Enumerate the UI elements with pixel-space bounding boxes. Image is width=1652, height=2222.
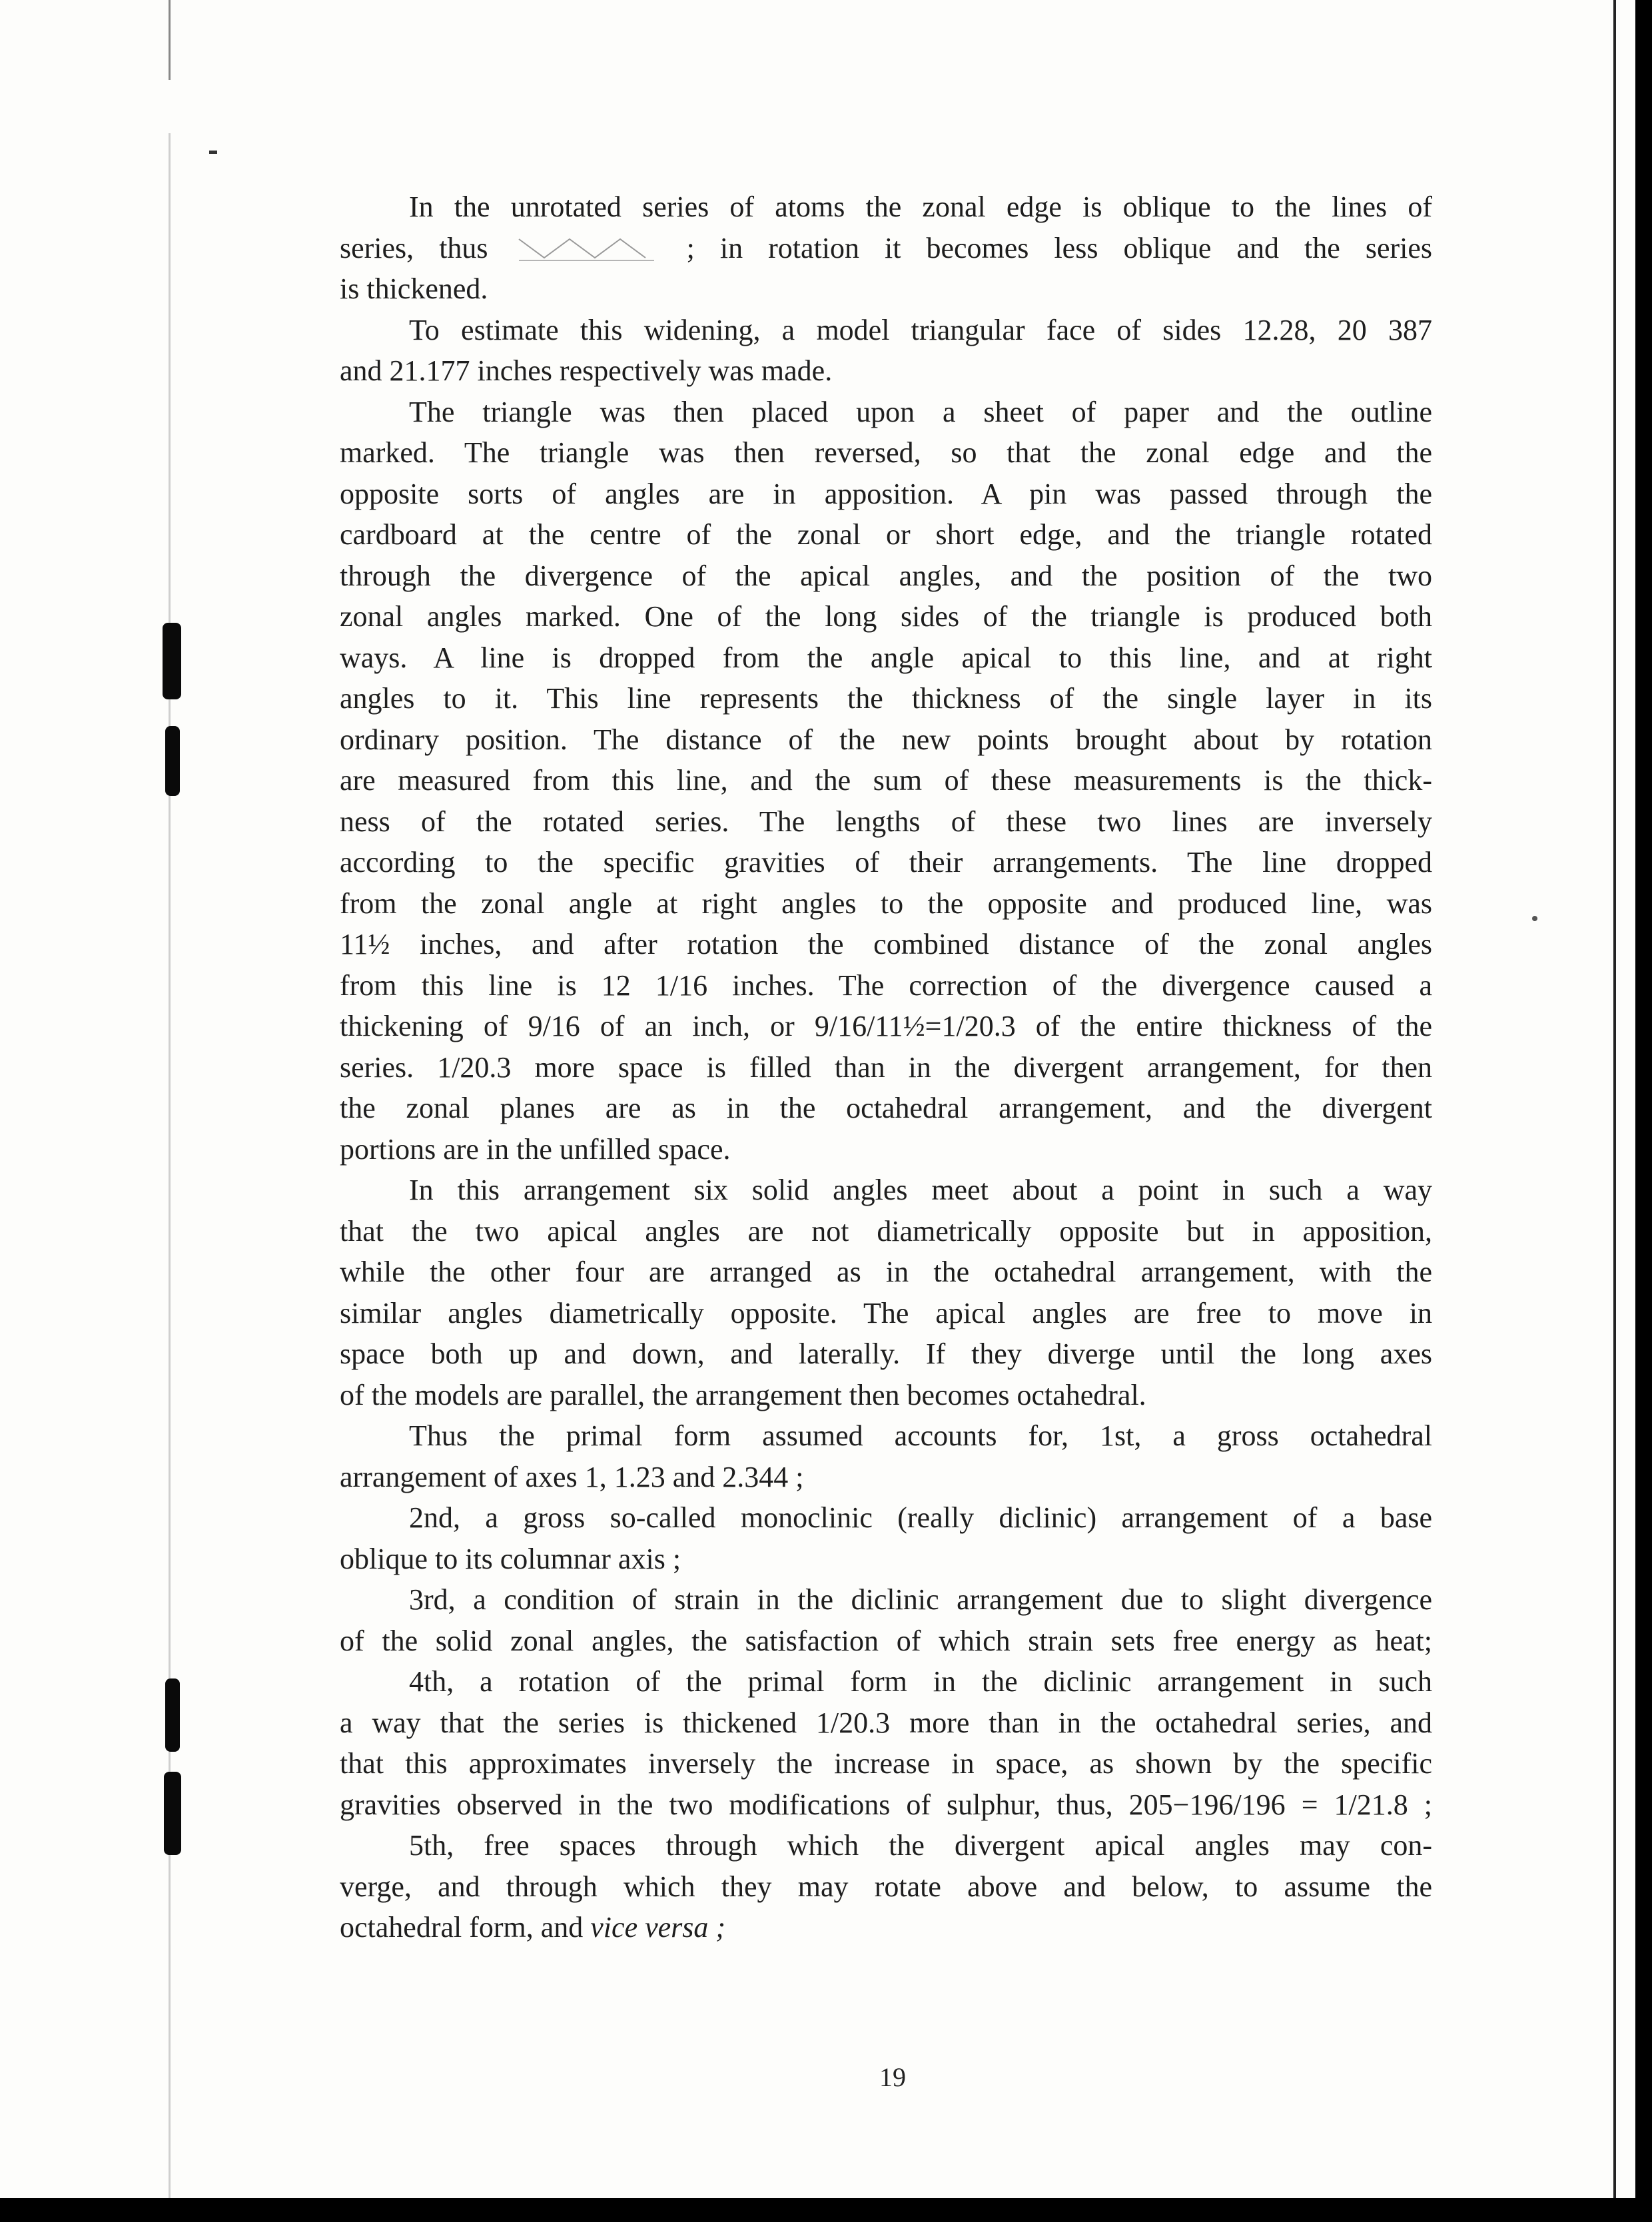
text-line: of the solid zonal angles, the satisfaction of which strain sets free energy as heat;	[340, 1624, 1432, 1657]
text-line: thickening of 9/16 of an inch, or 9/16/11½=1/20.3 of the entire thickness of the	[340, 1010, 1432, 1042]
text-line: 3rd, a condition of strain in the diclinic arrangement due to slight divergence	[409, 1583, 1432, 1616]
text-line: similar angles diametrically opposite. The apical angles are free to move in	[340, 1296, 1432, 1329]
text-line: 4th, a rotation of the primal form in the diclinic arrangement in such	[409, 1665, 1432, 1698]
paragraph	[340, 1579, 1432, 1661]
paper-speck	[1531, 915, 1538, 922]
binding-edge-line	[169, 0, 171, 2198]
text-fragment: series, thus	[340, 231, 488, 264]
text-line: is thickened.	[340, 272, 488, 305]
binding-hole-mark	[165, 726, 180, 796]
text-line: opposite sorts of angles are in apposition. A pin was passed through the	[340, 477, 1432, 510]
text-line: the zonal planes are as in the octahedral arrangement, and the divergent	[340, 1092, 1432, 1124]
paragraph	[340, 1415, 1432, 1497]
text-line: zonal angles marked. One of the long sides of the triangle is produced both	[340, 600, 1432, 633]
text-line: series. 1/20.3 more space is filled than in the divergent arrangement, for then	[340, 1050, 1432, 1084]
text-line: space both up and down, and laterally. If they diverge until the long axes	[340, 1337, 1432, 1370]
binding-hole-mark	[164, 1772, 181, 1855]
text-line: 5th, free spaces through which the divergent apical angles may con-	[409, 1829, 1432, 1862]
italic-phrase: vice versa ;	[590, 1911, 726, 1944]
text-line: The triangle was then placed upon a sheet of paper and the outline	[409, 395, 1432, 428]
paragraph	[340, 186, 1432, 310]
text-line: and 21.177 inches respectively was made.	[340, 354, 833, 387]
text-line: that the two apical angles are not diametrically opposite but in apposition,	[340, 1214, 1432, 1248]
paragraph	[340, 392, 1432, 1170]
text-line: angles to it. This line represents the thickness of the single layer in its	[340, 682, 1432, 715]
binding-hole-mark	[163, 623, 181, 699]
text-line-italic-end	[340, 1907, 1432, 1948]
text-line: 11½ inches, and after rotation the combined distance of the zonal angles	[340, 928, 1432, 960]
paragraph	[340, 1825, 1432, 1948]
text-line: oblique to its columnar axis ;	[340, 1542, 681, 1575]
text-line: arrangement of axes 1, 1.23 and 2.344 ;	[340, 1460, 804, 1493]
text-line: through the divergence of the apical angles, and the position of the two	[340, 559, 1432, 592]
text-line: marked. The triangle was then reversed, so that the zonal edge and the	[340, 436, 1432, 469]
text-line: cardboard at the centre of the zonal or short edge, and the triangle rotated	[340, 518, 1432, 551]
text-line: 2nd, a gross so-called monoclinic (really diclinic) arrangement of a base	[409, 1501, 1432, 1534]
text-fragment: octahedral form, and	[340, 1911, 591, 1944]
paragraph	[340, 1497, 1432, 1579]
text-line: Thus the primal form assumed accounts for, 1st, a gross octahedral	[409, 1419, 1432, 1452]
binding-hole-mark	[165, 1678, 180, 1752]
body-text	[340, 186, 1432, 1948]
page-right-border	[1613, 0, 1616, 2198]
text-line: ness of the rotated series. The lengths of these two lines are inversely	[340, 805, 1432, 838]
text-line: that this approximates inversely the increase in space, as shown by the specific	[340, 1747, 1432, 1780]
text-line: ordinary position. The distance of the new points brought about by rotation	[340, 723, 1432, 756]
text-line: verge, and through which they may rotate above and below, to assume the	[340, 1870, 1432, 1903]
page-number: 19	[879, 2062, 906, 2092]
text-line-with-figure	[340, 228, 1432, 269]
text-line: from the zonal angle at right angles to the opposite and produced line, was	[340, 887, 1432, 920]
text-line: are measured from this line, and the sum of these measurements is the thick-	[340, 764, 1432, 797]
text-line: of the models are parallel, the arrangement then becomes octahedral.	[340, 1378, 1146, 1411]
text-fragment: ; in rotation it becomes less oblique and the series	[686, 231, 1432, 264]
text-line: according to the specific gravities of their arrangements. The line dropped	[340, 846, 1432, 879]
text-line: To estimate this widening, a model triangular face of sides 12.28, 20 387	[409, 313, 1432, 346]
paragraph	[340, 1170, 1432, 1415]
text-line: In this arrangement six solid angles meet about a point in such a way	[409, 1174, 1432, 1206]
paragraph	[340, 310, 1432, 392]
text-line: ways. A line is dropped from the angle apical to this line, and at right	[340, 641, 1432, 674]
zigzag-diagram-icon	[518, 235, 657, 263]
margin-tick-mark	[209, 151, 217, 154]
text-line: portions are in the unfilled space.	[340, 1132, 731, 1166]
text-line: a way that the series is thickened 1/20.3 more than in the octahedral series, and	[340, 1706, 1432, 1739]
text-line: In the unrotated series of atoms the zonal edge is oblique to the lines of	[409, 190, 1432, 223]
text-line: gravities observed in the two modifications of sulphur, thus, 205−196/196 = 1/21.8 ;	[340, 1788, 1432, 1821]
text-line: while the other four are arranged as in the octahedral arrangement, with the	[340, 1256, 1432, 1288]
paragraph	[340, 1661, 1432, 1825]
text-line: from this line is 12 1/16 inches. The correction of the divergence caused a	[340, 968, 1432, 1002]
